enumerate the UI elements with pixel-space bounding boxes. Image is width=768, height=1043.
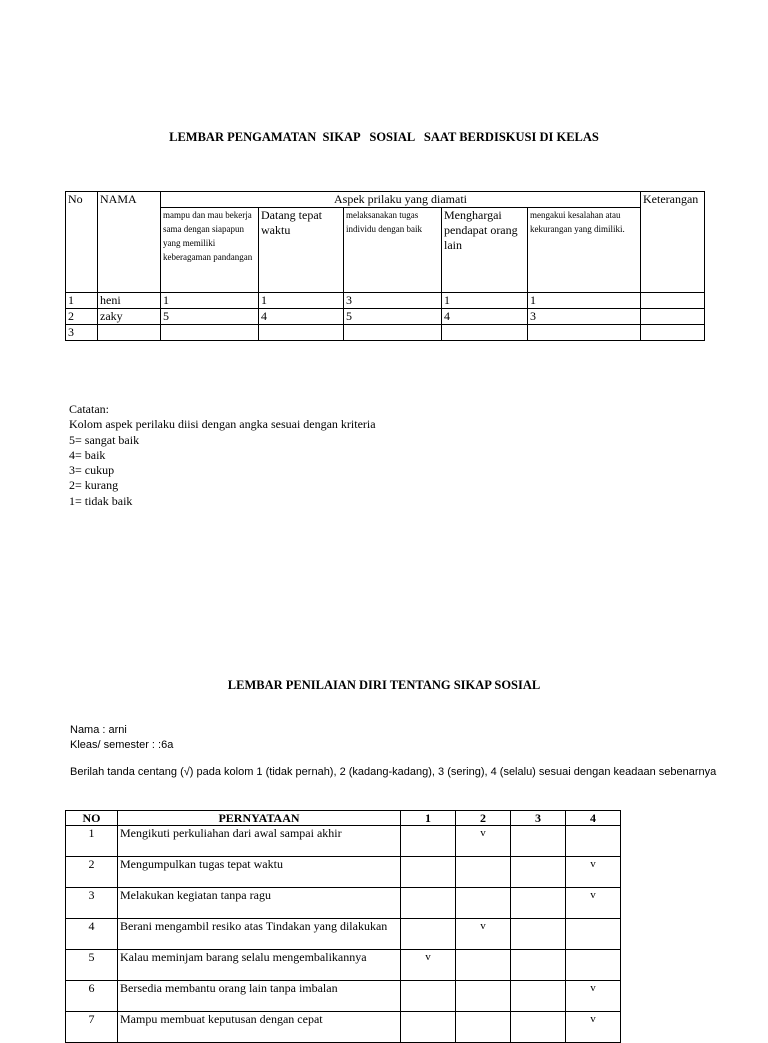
remarks-cell	[641, 325, 705, 341]
table-row	[66, 888, 621, 919]
mark-cell[interactable]: v	[456, 826, 511, 857]
self-assessment-table	[65, 810, 621, 1043]
score-cell: 5	[344, 309, 442, 325]
mark-cell[interactable]	[511, 1012, 566, 1043]
mark-cell[interactable]	[401, 919, 456, 950]
mark-cell[interactable]	[511, 857, 566, 888]
remarks-cell	[641, 309, 705, 325]
row-no: 2	[66, 309, 98, 325]
header-scale-2: 2	[456, 811, 511, 826]
mark-cell[interactable]	[401, 826, 456, 857]
row-no: 2	[66, 857, 118, 888]
mark-cell[interactable]	[401, 888, 456, 919]
score-cell: 3	[344, 293, 442, 309]
header-aspect-1: mampu dan mau bekerja sama dengan siapapun yang memiliki keberagaman pandangan	[161, 208, 259, 293]
notes-heading: Catatan:	[69, 402, 109, 416]
table-row	[66, 857, 621, 888]
header-aspect-5: mengakui kesalahan atau kekurangan yang dimiliki.	[528, 208, 641, 293]
table-row	[66, 325, 705, 341]
score-cell	[161, 325, 259, 341]
mark-cell[interactable]	[511, 919, 566, 950]
mark-cell[interactable]	[566, 950, 621, 981]
header-aspect-3: melaksanakan tugas individu dengan baik	[344, 208, 442, 293]
score-cell	[442, 325, 528, 341]
header-aspect-group: Aspek prilaku yang diamati	[161, 192, 641, 208]
mark-cell[interactable]	[456, 1012, 511, 1043]
score-cell	[528, 325, 641, 341]
instruction-text: Berilah tanda centang (√) pada kolom 1 (tidak pernah), 2 (kadang-kadang), 3 (sering), 4 (selalu) sesuai dengan keadaan sebenarnya	[70, 766, 717, 778]
row-statement: Mampu membuat keputusan dengan cepat	[118, 1012, 401, 1043]
row-statement: Melakukan kegiatan tanpa ragu	[118, 888, 401, 919]
row-statement: Mengikuti perkuliahan dari awal sampai akhir	[118, 826, 401, 857]
table-row	[66, 1012, 621, 1043]
mark-cell[interactable]	[456, 888, 511, 919]
observation-title: LEMBAR PENGAMATAN SIKAP SOSIAL SAAT BERDISKUSI DI KELAS	[169, 130, 599, 144]
mark-cell[interactable]	[566, 826, 621, 857]
student-class-line: Kleas/ semester : :6a	[70, 739, 174, 751]
table-row	[66, 293, 705, 309]
score-cell: 1	[161, 293, 259, 309]
mark-cell[interactable]	[511, 981, 566, 1012]
header-aspect-2: Datang tepat waktu	[259, 208, 344, 293]
header-no: No	[66, 192, 98, 293]
mark-cell[interactable]: v	[566, 1012, 621, 1043]
mark-cell[interactable]	[511, 888, 566, 919]
header-scale-4: 4	[566, 811, 621, 826]
table-row	[66, 826, 621, 857]
score-cell: 5	[161, 309, 259, 325]
row-no: 7	[66, 1012, 118, 1043]
table-row	[66, 981, 621, 1012]
mark-cell[interactable]: v	[566, 888, 621, 919]
notes-line: 1= tidak baik	[69, 493, 133, 508]
student-name-line: Nama : arni	[70, 724, 127, 736]
row-statement: Berani mengambil resiko atas Tindakan yang dilakukan	[118, 919, 401, 950]
row-no: 3	[66, 888, 118, 919]
score-cell	[259, 325, 344, 341]
score-cell: 1	[528, 293, 641, 309]
header-name: NAMA	[98, 192, 161, 293]
score-cell: 4	[442, 309, 528, 325]
score-cell	[344, 325, 442, 341]
score-cell: 1	[259, 293, 344, 309]
row-no: 1	[66, 293, 98, 309]
header-aspect-4: Menghargai pendapat orang lain	[442, 208, 528, 293]
mark-cell[interactable]	[401, 981, 456, 1012]
score-cell: 3	[528, 309, 641, 325]
row-no: 5	[66, 950, 118, 981]
row-name: zaky	[98, 309, 161, 325]
mark-cell[interactable]	[456, 950, 511, 981]
header-no: NO	[66, 811, 118, 826]
row-name	[98, 325, 161, 341]
notes-block	[69, 402, 376, 509]
self-assessment-title: LEMBAR PENILAIAN DIRI TENTANG SIKAP SOSIAL	[227, 678, 541, 692]
row-no: 4	[66, 919, 118, 950]
mark-cell[interactable]	[401, 1012, 456, 1043]
table-row	[66, 309, 705, 325]
row-statement: Mengumpulkan tugas tepat waktu	[118, 857, 401, 888]
notes-line: Kolom aspek perilaku diisi dengan angka sesuai dengan kriteria	[69, 417, 376, 432]
header-scale-1: 1	[401, 811, 456, 826]
row-no: 1	[66, 826, 118, 857]
row-no: 3	[66, 325, 98, 341]
row-statement: Bersedia membantu orang lain tanpa imbalan	[118, 981, 401, 1012]
row-statement: Kalau meminjam barang selalu mengembalikannya	[118, 950, 401, 981]
row-no: 6	[66, 981, 118, 1012]
mark-cell[interactable]	[401, 857, 456, 888]
header-statement: PERNYATAAN	[118, 811, 401, 826]
header-remarks: Keterangan	[641, 192, 705, 293]
mark-cell[interactable]: v	[456, 919, 511, 950]
mark-cell[interactable]	[456, 857, 511, 888]
remarks-cell	[641, 293, 705, 309]
mark-cell[interactable]	[566, 919, 621, 950]
mark-cell[interactable]: v	[401, 950, 456, 981]
mark-cell[interactable]: v	[566, 857, 621, 888]
table-row	[66, 919, 621, 950]
table-row	[66, 950, 621, 981]
header-scale-3: 3	[511, 811, 566, 826]
row-name: heni	[98, 293, 161, 309]
notes-line: 5= sangat baik	[69, 432, 140, 447]
mark-cell[interactable]	[511, 826, 566, 857]
score-cell: 1	[442, 293, 528, 309]
header-row	[66, 811, 621, 826]
observation-table	[65, 191, 705, 341]
notes-line: 2= kurang	[69, 478, 119, 493]
notes-line: 4= baik	[69, 447, 106, 462]
mark-cell[interactable]	[456, 981, 511, 1012]
notes-line: 3= cukup	[69, 463, 115, 478]
mark-cell[interactable]: v	[566, 981, 621, 1012]
mark-cell[interactable]	[511, 950, 566, 981]
score-cell: 4	[259, 309, 344, 325]
